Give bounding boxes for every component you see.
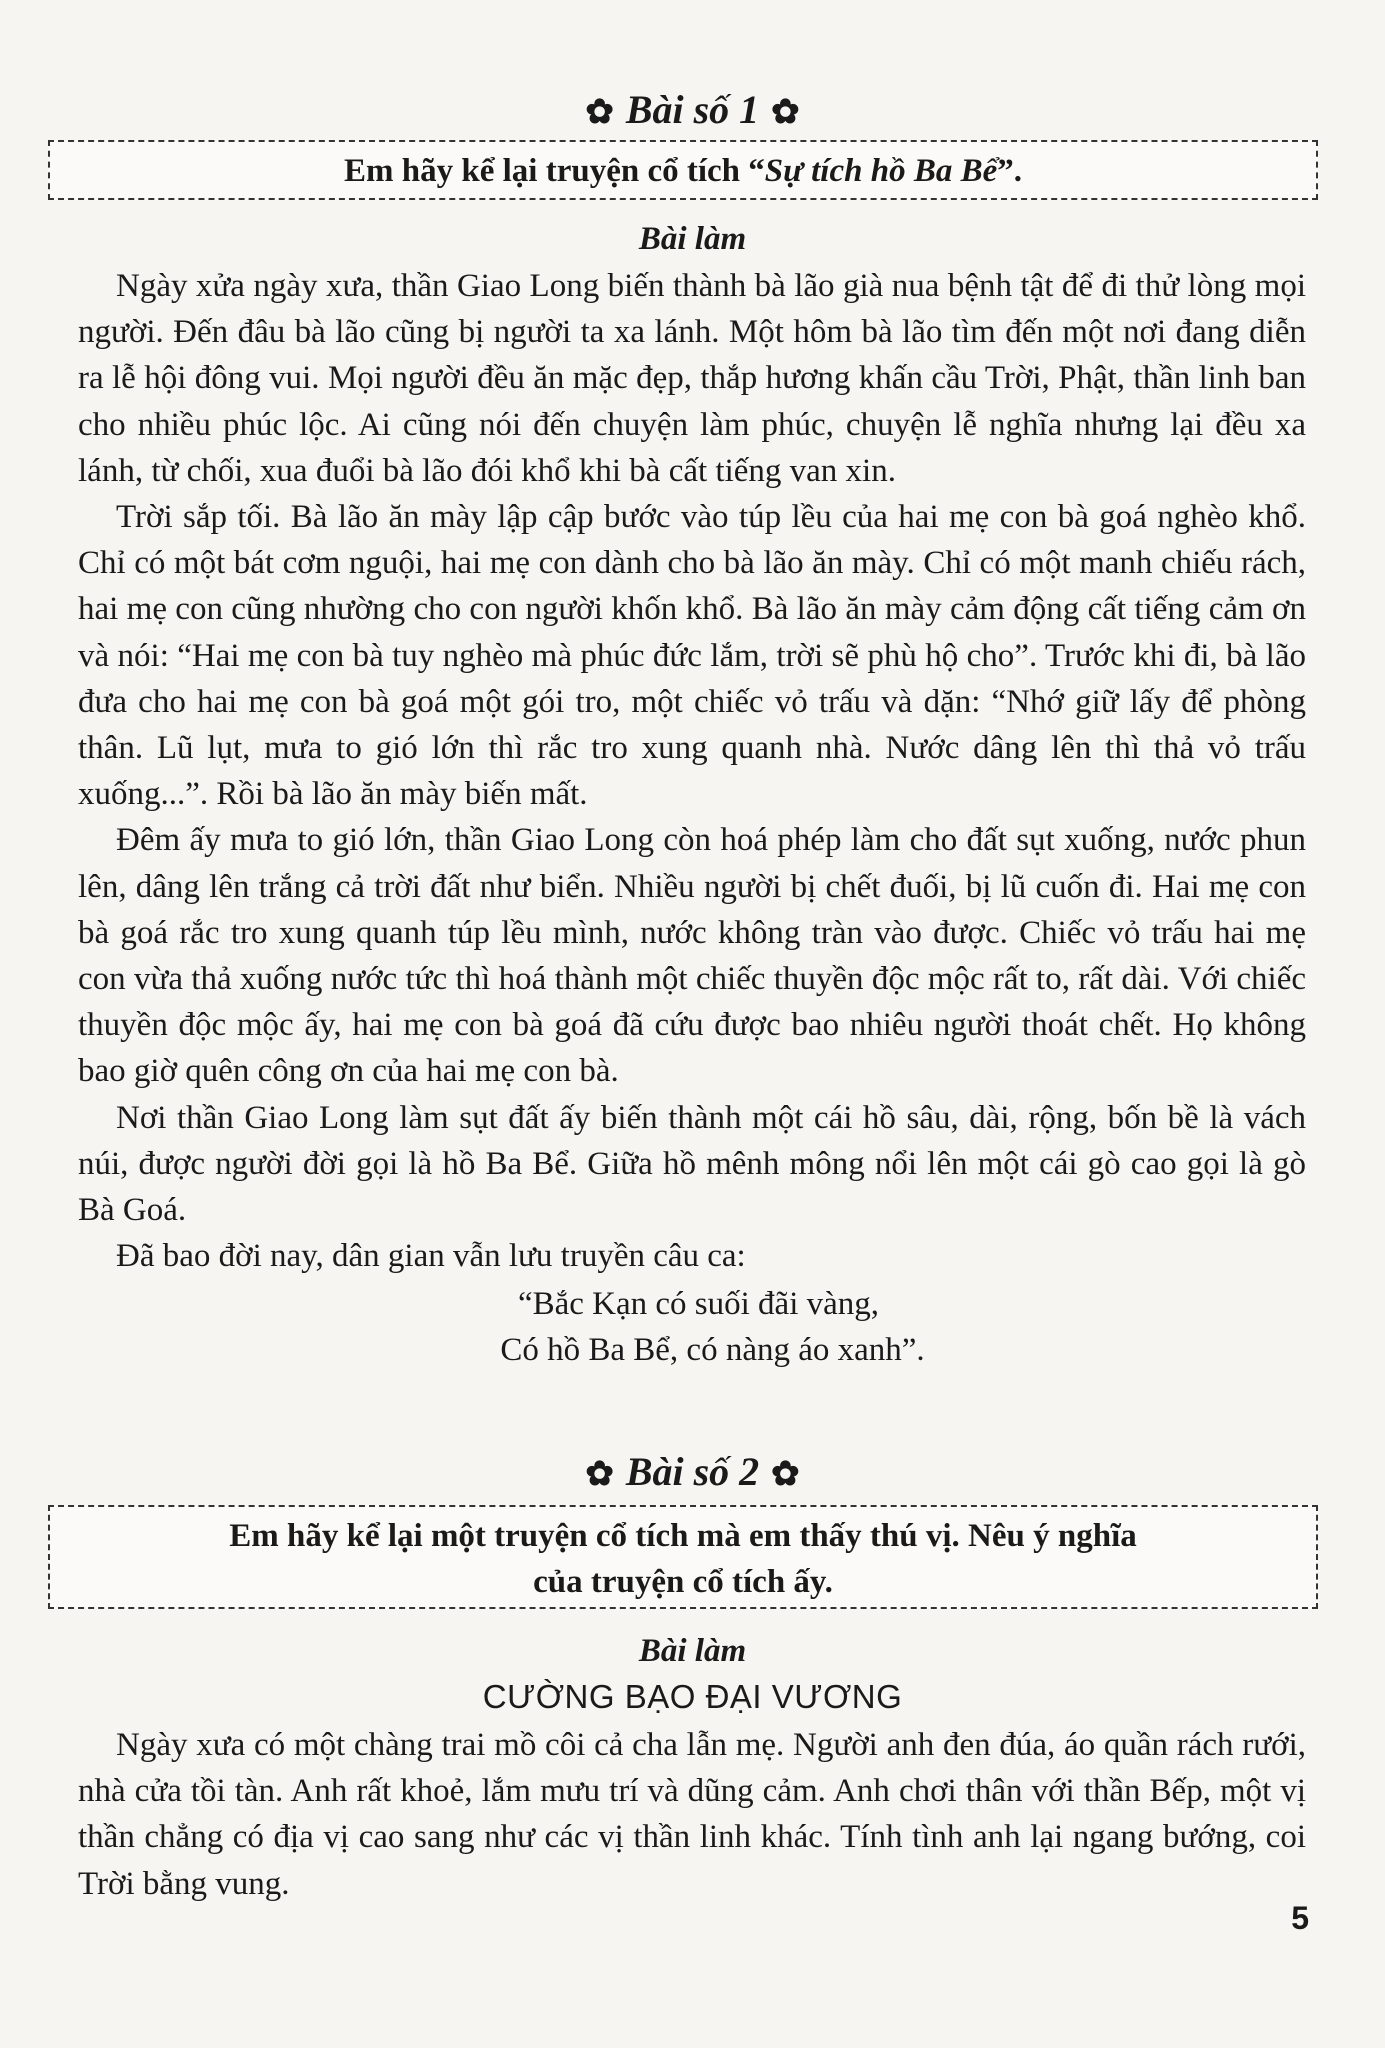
flower-icon: ✿ (585, 94, 614, 131)
exercise-2-heading-text: Bài số 2 (625, 1449, 760, 1494)
story-title: CƯỜNG BẠO ĐẠI VƯƠNG (482, 1678, 903, 1715)
flower-icon: ✿ (585, 1456, 614, 1493)
exercise-2-answer-body (78, 1722, 1306, 1907)
flower-icon: ✿ (771, 94, 800, 131)
exercise-1-heading-text: Bài số 1 (625, 87, 760, 132)
exercise-1-task-box (48, 140, 1318, 200)
paragraph: Nơi thần Giao Long làm sụt đất ấy biến thành một cái hồ sâu, dài, rộng, bốn bề là vách núi, được người đời gọi là hồ Ba Bể. Giữa hồ mênh mông nổi lên một cái gò cao gọi là gò Bà Goá. (78, 1099, 1306, 1229)
exercise-1-heading (0, 86, 1385, 133)
exercise-1-task (50, 148, 1316, 194)
task-prefix: Em hãy kể lại truyện cổ tích “ (344, 153, 765, 189)
task-story-title: Sự tích hồ Ba Bể (764, 153, 998, 189)
paragraph: Ngày xửa ngày xưa, thần Giao Long biến thành bà lão già nua bệnh tật để đi thử lòng mọi người. Đến đâu bà lão cũng bị người ta xa lánh. Một hôm bà lão tìm đến một nơi đang diễn ra lễ hội đông vui. Mọi người đều ăn mặc đẹp, thắp hương khấn cầu Trời, Phật, thần linh ban cho nhiều phúc lộc. Ai cũng nói đến chuyện làm phúc, chuyện lễ nghĩa nhưng lại đều xa lánh, từ chối, xua đuổi bà lão đói khổ khi bà cất tiếng van xin. (78, 268, 1306, 489)
paragraph: Ngày xưa có một chàng trai mồ côi cả cha lẫn mẹ. Người anh đen đúa, áo quần rách rưới, nhà cửa tồi tàn. Anh rất khoẻ, lắm mưu trí và dũng cảm. Anh chơi thân với thần Bếp, một vị thần chẳng có địa vị cao sang như các vị thần linh khác. Tính tình anh lại ngang bướng, coi Trời bằng vung. (78, 1727, 1306, 1902)
exercise-2-task-line: của truyện cổ tích ấy. (533, 1564, 833, 1600)
paragraph: Đêm ấy mưa to gió lớn, thần Giao Long còn hoá phép làm cho đất sụt xuống, nước phun lên, dâng lên trắng cả trời đất như biển. Nhiều người bị chết đuối, bị lũ cuốn đi. Hai mẹ con bà goá rắc tro xung quanh túp lều mình, nước không tràn vào được. Chiếc vỏ trấu hai mẹ con vừa thả xuống nước tức thì hoá thành một chiếc thuyền độc mộc rất to, rất dài. Với chiếc thuyền độc mộc ấy, hai mẹ con bà goá đã cứu được bao nhiêu người thoát chết. Họ không bao giờ quên công ơn của hai mẹ con bà. (78, 822, 1306, 1090)
exercise-2-task-line: Em hãy kể lại một truyện cổ tích mà em thấy thú vị. Nêu ý nghĩa (229, 1518, 1137, 1554)
verse-line: Có hồ Ba Bể, có nàng áo xanh”. (500, 1332, 925, 1368)
task-suffix: ”. (997, 153, 1022, 189)
exercise-2-answer-label: Bài làm (638, 1633, 747, 1669)
folk-verse (0, 1281, 1385, 1373)
page-number: 5 (1291, 1900, 1309, 1936)
flower-icon: ✿ (771, 1456, 800, 1493)
verse-line: “Bắc Kạn có suối đãi vàng, (517, 1286, 880, 1322)
paragraph: Trời sắp tối. Bà lão ăn mày lập cập bước vào túp lều của hai mẹ con bà goá nghèo khổ. Chỉ có một bát cơm nguội, hai mẹ con dành cho bà lão ăn mày. Chỉ có một manh chiếu rách, hai mẹ con cũng nhường cho con người khốn khổ. Bà lão ăn mày cảm động cất tiếng cảm ơn và nói: “Hai mẹ con bà tuy nghèo mà phúc đức lắm, trời sẽ phù hộ cho”. Trước khi đi, bà lão đưa cho hai mẹ con bà goá một gói tro, một chiếc vỏ trấu và dặn: “Nhớ giữ lấy để phòng thân. Lũ lụt, mưa to gió lớn thì rắc tro xung quanh nhà. Nước dâng lên thì thả vỏ trấu xuống...”. Rồi bà lão ăn mày biến mất. (78, 499, 1306, 813)
exercise-1-answer-label: Bài làm (638, 221, 747, 257)
paragraph: Đã bao đời nay, dân gian vẫn lưu truyền câu ca: (116, 1238, 746, 1275)
exercise-2-task-box (48, 1505, 1318, 1609)
exercise-2-heading (0, 1448, 1385, 1495)
exercise-1-answer-body (78, 263, 1306, 1279)
